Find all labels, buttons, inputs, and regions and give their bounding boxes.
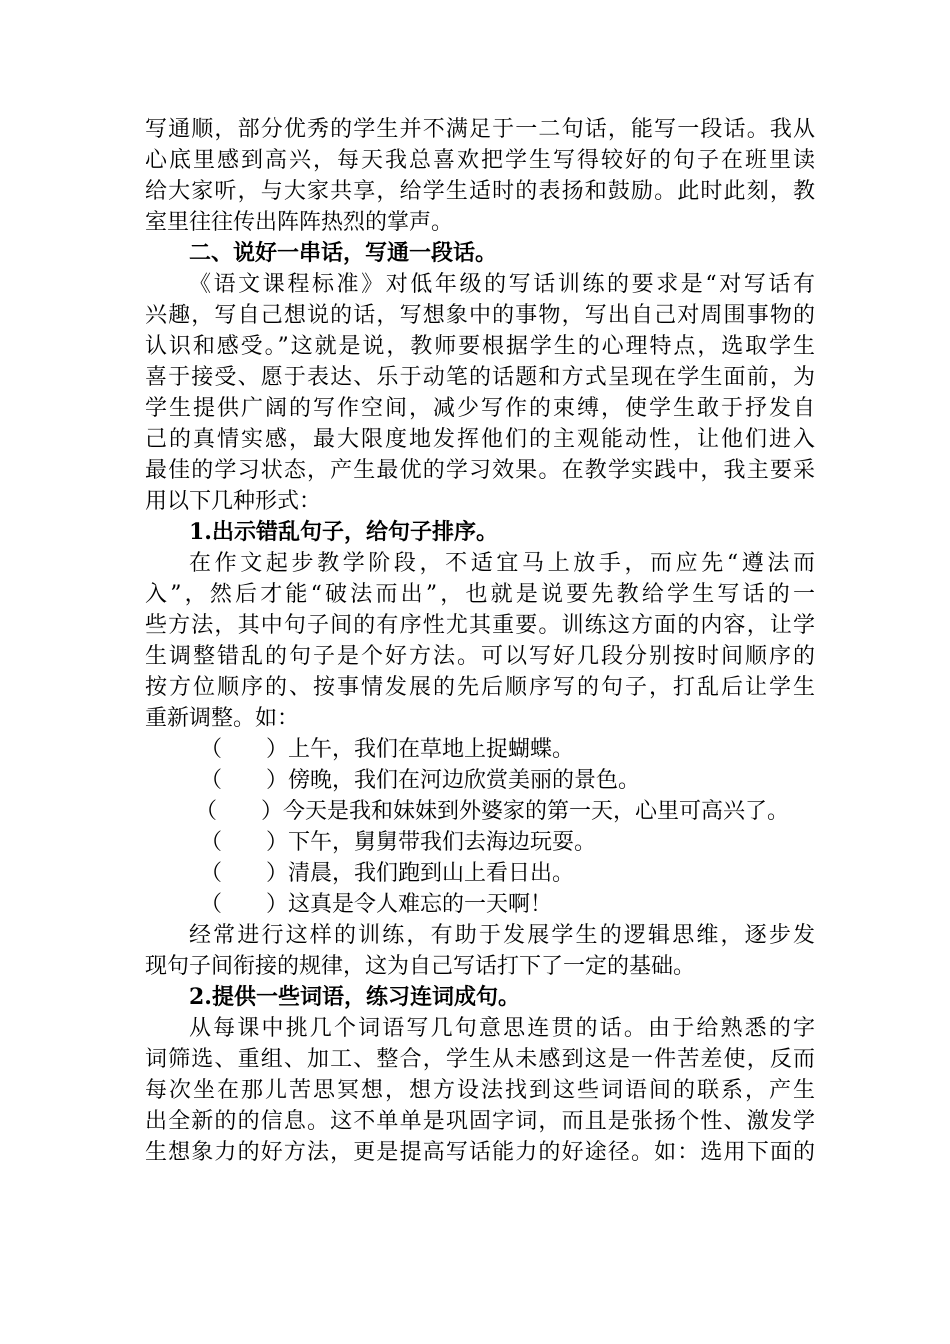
paragraph-line: 重新调整。如： (145, 706, 300, 731)
paragraph-line: 《语文课程标准》对低年级的写话训练的要求是“对写话有 (189, 272, 815, 297)
paragraph-line: 入”，然后才能“破法而出”，也就是说要先教给学生写话的一 (145, 582, 815, 607)
paragraph-line: 生调整错乱的句子是个好方法。可以写好几段分别按时间顺序的 (145, 644, 815, 669)
subsection-heading: 1.出示错乱句子，给句子排序。 (189, 519, 498, 545)
ordering-item: （ ）上午，我们在草地上捉蝴蝶。 (200, 737, 575, 762)
paragraph-line: 出全新的的信息。这不单单是巩固字词，而且是张扬个性、激发学 (145, 1109, 815, 1134)
paragraph-line: 室里往往传出阵阵热烈的掌声。 (145, 210, 454, 235)
ordering-item: （ ）下午，舅舅带我们去海边玩耍。 (200, 830, 597, 855)
paragraph-line: 经常进行这样的训练，有助于发展学生的逻辑思维，逐步发 (189, 923, 815, 948)
paragraph-line: 心底里感到高兴，每天我总喜欢把学生写得较好的句子在班里读 (145, 148, 815, 173)
paragraph-line: 每次坐在那儿苦思冥想，想方设法找到这些词语间的联系，产生 (145, 1078, 815, 1103)
paragraph-line: 己的真情实感，最大限度地发挥他们的主观能动性，让他们进入 (145, 427, 815, 452)
paragraph-line: 现句子间衔接的规律，这为自己写话打下了一定的基础。 (145, 954, 696, 979)
paragraph-line: 给大家听，与大家共享，给学生适时的表扬和鼓励。此时此刻，教 (145, 179, 815, 204)
ordering-item: （ ）这真是令人难忘的一天啊！ (200, 892, 553, 917)
section-heading: 二、说好一串话，写通一段话。 (189, 240, 498, 266)
paragraph-line: 兴趣，写自己想说的话，写想象中的事物，写出自己对周围事物的 (145, 303, 815, 328)
ordering-item: （ ）傍晚，我们在河边欣赏美丽的景色。 (200, 768, 641, 793)
paragraph-line: 词筛选、重组、加工、整合，学生从未感到这是一件苦差使，反而 (145, 1047, 815, 1072)
paragraph-line: 用以下几种形式： (145, 489, 322, 514)
subsection-heading: 2.提供一些词语，练习连词成句。 (189, 984, 520, 1010)
paragraph-line: 最佳的学习状态，产生最优的学习效果。在教学实践中，我主要采 (145, 458, 815, 483)
paragraph-line: 按方位顺序的、按事情发展的先后顺序写的句子，打乱后让学生 (145, 675, 815, 700)
paragraph-line: 学生提供广阔的写作空间，减少写作的束缚，使学生敢于抒发自 (145, 396, 815, 421)
paragraph-line: 喜于接受、愿于表达、乐于动笔的话题和方式呈现在学生面前，为 (145, 365, 815, 390)
paragraph-line: 在作文起步教学阶段，不适宜马上放手，而应先“遵法而 (189, 551, 815, 576)
paragraph-line: 认识和感受。”这就是说，教师要根据学生的心理特点，选取学生 (145, 334, 815, 359)
document-page (145, 114, 815, 1168)
paragraph-line: 写通顺，部分优秀的学生并不满足于一二句话，能写一段话。我从 (145, 117, 815, 142)
paragraph-line: 从每课中挑几个词语写几句意思连贯的话。由于给熟悉的字 (189, 1016, 815, 1041)
ordering-item: （ ）清晨，我们跑到山上看日出。 (200, 861, 575, 886)
paragraph-line: 些方法，其中句子间的有序性尤其重要。训练这方面的内容，让学 (145, 613, 815, 638)
ordering-item: （ ）今天是我和妹妹到外婆家的第一天，心里可高兴了。 (195, 799, 790, 824)
paragraph-line: 生想象力的好方法，更是提高写话能力的好途径。如：选用下面的 (145, 1140, 815, 1165)
